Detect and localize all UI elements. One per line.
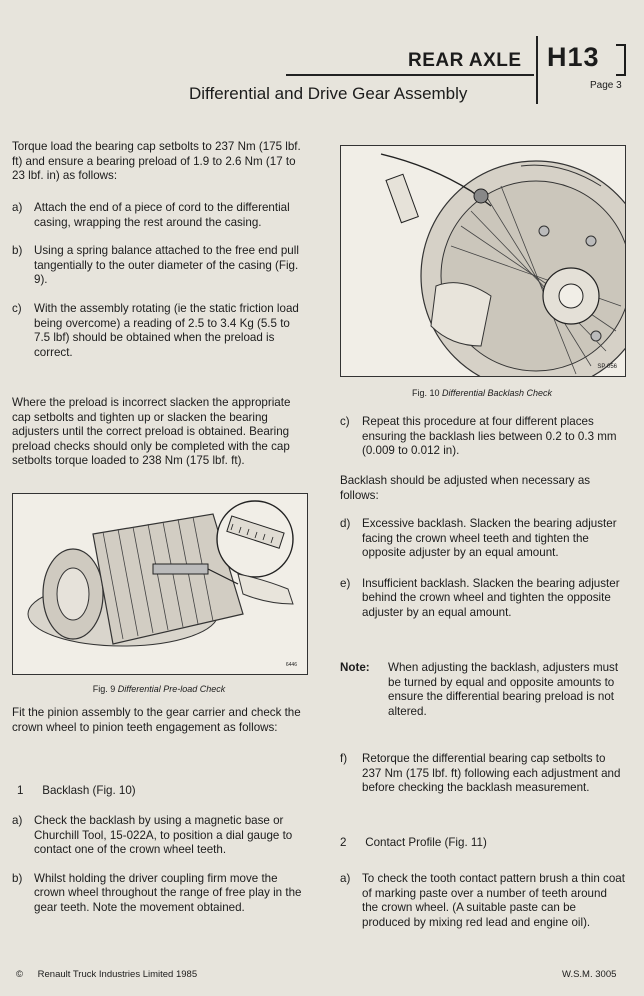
figure-title: Differential Backlash Check	[441, 388, 553, 398]
figure-number: Fig. 9	[92, 684, 116, 694]
code-bracket	[616, 44, 626, 76]
step-text: Repeat this procedure at four different places ensuring the backlash lies between 0.2 to 0.3 mm (0.009 to 0.012 in).	[362, 415, 617, 458]
backlash-heading	[17, 784, 136, 797]
step-a	[340, 872, 626, 930]
intro-paragraph: Torque load the bearing cap setbolts to 237 Nm (175 lbf. ft) and ensure a bearing preload of 1.9 to 2.6 Nm (17 to 23 lbf. in) as follows:	[12, 140, 301, 183]
step-c	[12, 302, 306, 360]
step-text: Check the backlash by using a magnetic base or Churchill Tool, 15-022A, to position a dial gauge to contact one of the crown wheel teeth.	[34, 814, 293, 857]
preload-check-illustration	[13, 494, 307, 674]
step-f-block	[340, 752, 626, 796]
step-text: Retorque the differential bearing cap setbolts to 237 Nm (175 lbf. ft) following each adjustment and before checking the backlash measurement.	[362, 752, 621, 795]
contact-heading	[340, 836, 487, 849]
adjust-paragraph: Backlash should be adjusted when necessary as follows:	[340, 474, 591, 502]
preload-paragraph: Where the preload is incorrect slacken the appropriate cap setbolts and tighten up or slacken the bearing adjusters until the correct preload is obtained. Bearing preload checks should only be completed with the cap setbolts torque loaded to 238 Nm (175 lbf. ft).	[12, 396, 291, 468]
page-number: Page 3	[590, 80, 622, 91]
header-rule	[286, 74, 534, 76]
step-a	[12, 814, 304, 858]
backlash-steps	[12, 814, 304, 916]
step-text: Attach the end of a piece of cord to the differential casing, wrapping the rest around the casing.	[34, 201, 290, 229]
note-text: When adjusting the backlash, adjusters must be turned by equal and opposite amounts to ensure the differential bearing preload is not altered.	[388, 661, 619, 718]
contact-steps	[340, 872, 626, 930]
step-a	[12, 201, 306, 230]
figure-9-caption	[12, 684, 306, 694]
fit-paragraph: Fit the pinion assembly to the gear carrier and check the crown wheel to pinion teeth engagement as follows:	[12, 706, 301, 734]
step-text: With the assembly rotating (ie the static friction load being overcome) a reading of 2.5 to 3.4 Kg (5.5 to 7.5 lbf) should be obtained when the preload is correct.	[34, 301, 299, 359]
step-b	[12, 244, 306, 288]
step-e	[340, 577, 626, 621]
step-label: c)	[12, 301, 22, 315]
note-label: Note:	[340, 661, 370, 674]
figure-code: SP 056	[597, 364, 617, 370]
step-text: Insufficient backlash. Slacken the bearing adjuster behind the crown wheel and tighten the opposite adjuster by an equal amount.	[362, 576, 620, 619]
step-text: Excessive backlash. Slacken the bearing adjuster facing the crown wheel teeth and tighten the opposite adjuster by an equal amount.	[362, 517, 617, 560]
heading-number: 1	[17, 784, 24, 797]
figure-9	[12, 493, 308, 675]
header-divider	[536, 36, 538, 104]
step-label: a)	[12, 814, 23, 827]
figure-number: Fig. 10	[411, 388, 440, 398]
step-label: e)	[340, 576, 351, 590]
figure-title: Differential Pre-load Check	[117, 684, 226, 694]
heading-number: 2	[340, 836, 347, 849]
step-label: c)	[340, 415, 350, 428]
figure-code: 6446	[285, 662, 297, 668]
step-text: To check the tooth contact pattern brush a thin coat of marking paste over a number of teeth around the crown wheel. (A suitable paste can be produced by mixing red lead and engine oil).	[362, 872, 625, 929]
step-d	[340, 517, 626, 561]
section-title: REAR AXLE	[408, 50, 522, 71]
heading-text: Backlash (Fig. 10)	[42, 784, 136, 797]
step-label: d)	[340, 517, 351, 530]
step-text: Using a spring balance attached to the free end pull tangentially to the outer diameter of the casing (Fig. 9).	[34, 244, 299, 287]
step-label: f)	[340, 752, 348, 765]
step-label: a)	[340, 872, 351, 885]
chapter-code: H13	[547, 42, 600, 72]
figure-10	[340, 145, 626, 377]
backlash-check-illustration	[341, 146, 625, 376]
note-block	[340, 661, 626, 719]
preload-steps	[12, 201, 306, 360]
copyright-icon: ©	[16, 969, 23, 980]
step-b	[12, 872, 304, 916]
step-c	[340, 415, 626, 459]
copyright-text: Renault Truck Industries Limited 1985	[37, 969, 198, 980]
adjust-steps	[340, 517, 626, 621]
step-f	[340, 752, 626, 796]
manual-code: W.S.M. 3005	[562, 969, 617, 980]
step-label: a)	[12, 201, 23, 214]
step-label: b)	[12, 244, 23, 258]
note	[340, 661, 626, 719]
step-label: b)	[12, 871, 23, 885]
step-c-right	[340, 415, 626, 459]
figure-10-caption	[340, 388, 624, 398]
page-subtitle: Differential and Drive Gear Assembly	[189, 84, 468, 103]
heading-text: Contact Profile (Fig. 11)	[365, 836, 487, 849]
footer-copyright	[16, 969, 197, 980]
step-text: Whilst holding the driver coupling firm move the crown wheel throughout the range of free play in the gear teeth. Note the movement obtained.	[34, 871, 302, 914]
